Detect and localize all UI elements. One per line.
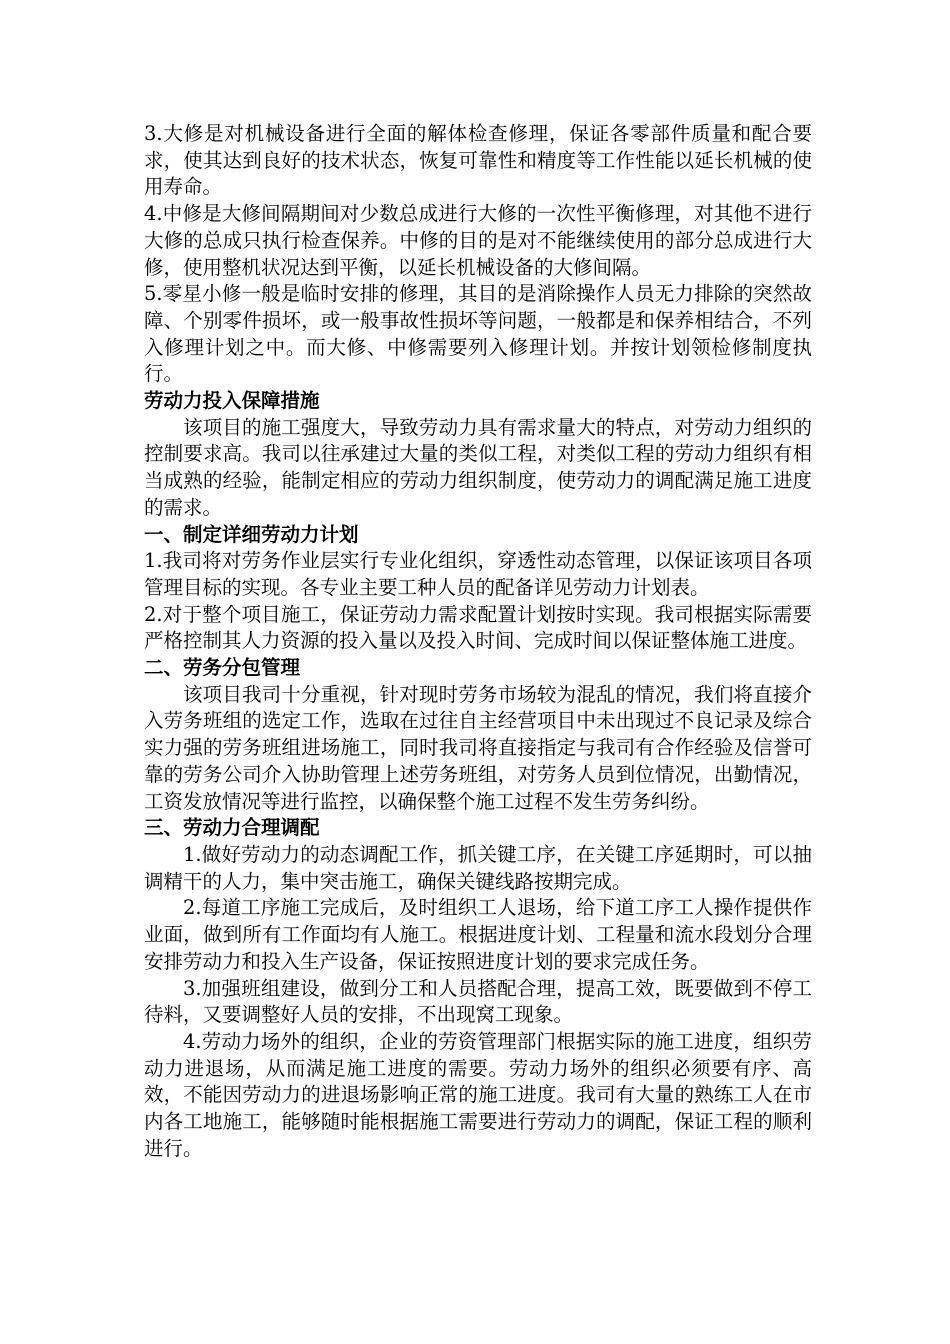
paragraph-major-repair: 3.大修是对机械设备进行全面的解体检查修理，保证各零部件质量和配合要求，使其达到良好的技术状态，恢复可靠性和精度等工作性能以延长机械的使用寿命。 [144, 122, 812, 199]
paragraph-allocation-item-3: 3.加强班组建设，做到分工和人员搭配合理，提高工效，既要做到不停工待料，又要调整好人员的安排，不出现窝工现象。 [144, 976, 812, 1027]
paragraph-allocation-item-4: 4.劳动力场外的组织，企业的劳资管理部门根据实际的施工进度，组织劳动力进退场，从而满足施工进度的需要。劳动力场外的组织必须要有序、高效，不能因劳动力的进退场影响正常的施工进度。我司有大量的熟练工人在市内各工地施工，能够随时能根据施工需要进行劳动力的调配，保证工程的顺利进行。 [144, 1029, 812, 1160]
document-page [144, 121, 812, 1162]
paragraph-medium-repair: 4.中修是大修间隔期间对少数总成进行大修的一次性平衡修理，对其他不进行大修的总成只执行检查保养。中修的目的是对不能继续使用的部分总成进行大修，使用整机状况达到平衡，以延长机械设备的大修间隔。 [144, 202, 812, 279]
heading-labor-measures: 劳动力投入保障措施 [144, 389, 320, 413]
paragraph-subcontract: 该项目我司十分重视，针对现时劳务市场较为混乱的情况，我们将直接介入劳务班组的选定工作，选取在过往自主经营项目中未出现过不良记录及综合实力强的劳务班组进场施工，同时我司将直接指定与我司有合作经验及信誉可靠的劳务公司介入协助管理上述劳务班组，对劳务人员到位情况，出勤情况，工资发放情况等进行监控，以确保整个施工过程不发生劳务纠纷。 [144, 682, 812, 813]
paragraph-minor-repair: 5.零星小修一般是临时安排的修理，其目的是消除操作人员无力排除的突然故障、个别零件损坏，或一般事故性损坏等问题，一般都是和保养相结合，不列入修理计划之中。而大修、中修需要列入修理计划。并按计划领检修制度执行。 [144, 282, 812, 386]
paragraph-allocation-item-1: 1.做好劳动力的动态调配工作，抓关键工序，在关键工序延期时，可以抽调精干的人力，集中突击施工，确保关键线路按期完成。 [144, 842, 812, 893]
paragraph-labor-intro: 该项目的施工强度大，导致劳动力具有需求量大的特点，对劳动力组织的控制要求高。我司以往承建过大量的类似工程，对类似工程的劳动力组织有相当成熟的经验，能制定相应的劳动力组织制度，使劳动力的调配满足施工进度的需求。 [144, 415, 812, 519]
paragraph-allocation-item-2: 2.每道工序施工完成后，及时组织工人退场，给下道工序工人操作提供作业面，做到所有工作面均有人施工。根据进度计划、工程量和流水段划分合理安排劳动力和投入生产设备，保证按照进度计划的要求完成任务。 [144, 896, 812, 973]
paragraph-plan-item-1: 1.我司将对劳务作业层实行专业化组织，穿透性动态管理，以保证该项目各项管理目标的实现。各专业主要工种人员的配备详见劳动力计划表。 [144, 549, 812, 599]
paragraph-plan-item-2: 2.对于整个项目施工，保证劳动力需求配置计划按时实现。我司根据实际需要严格控制其人力资源的投入量以及投入时间、完成时间以保证整体施工进度。 [144, 602, 812, 653]
heading-subcontract: 二、劳务分包管理 [144, 656, 301, 680]
heading-allocation: 三、劳动力合理调配 [144, 816, 320, 840]
heading-labor-plan: 一、制定详细劳动力计划 [144, 522, 359, 546]
